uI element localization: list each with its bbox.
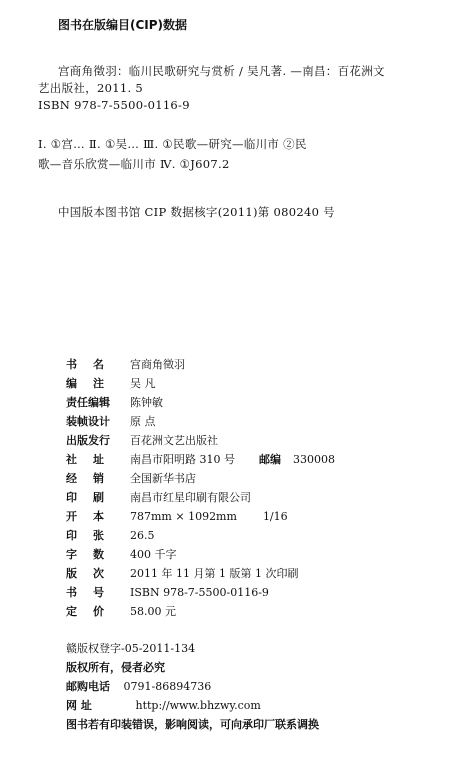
spec-label: 责任编辑 <box>66 396 110 409</box>
web-label: 网 址 <box>66 699 92 712</box>
spec-row-price <box>66 603 176 619</box>
print-error-notice: 图书若有印装错误，影响阅读，可向承印厂联系调换 <box>66 718 319 731</box>
spec-value: 全国新华书店 <box>130 472 196 485</box>
spec-value: ISBN 978-7-5500-0116-9 <box>130 585 269 599</box>
spec-value: 26.5 <box>130 528 155 542</box>
spec-label: 印 张 <box>66 529 104 542</box>
spec-value: 陈钟敏 <box>130 396 163 409</box>
cip-classification-line2: 歌—音乐欣赏—临川市 Ⅳ. ①J607.2 <box>38 157 230 171</box>
website <box>66 697 261 713</box>
spec-value: 58.00 元 <box>130 605 176 618</box>
spec-row-isbn <box>66 584 269 600</box>
phone-label: 邮购电话 <box>66 680 110 693</box>
postcode-value: 330008 <box>293 452 335 466</box>
spec-label: 书 名 <box>66 358 104 371</box>
spec-row-editor <box>66 394 163 410</box>
spec-value: 南昌市阳明路 310 号 <box>130 453 235 466</box>
spec-row-title <box>66 356 185 372</box>
phone-value: 0791-86894736 <box>123 680 212 693</box>
spec-value: 吴 凡 <box>130 377 156 390</box>
postcode-label: 邮编 <box>259 453 281 466</box>
copyright-registration: 赣版权登字-05-2011-134 <box>66 642 196 655</box>
cip-record-number: 中国版本图书馆 CIP 数据核字(2011)第 080240 号 <box>58 205 335 219</box>
spec-value: 2011 年 11 月第 1 版第 1 次印刷 <box>130 567 299 580</box>
mail-order-phone <box>66 678 211 694</box>
spec-label: 定 价 <box>66 605 104 618</box>
spec-row-format <box>66 508 288 524</box>
cip-classification-line1: Ⅰ. ①宫… Ⅱ. ①吴… Ⅲ. ①民歌—研究—临川市 ②民 <box>38 137 307 151</box>
spec-row-distributor <box>66 470 196 486</box>
spec-value: 百花洲文艺出版社 <box>130 434 218 447</box>
spec-label: 装帧设计 <box>66 415 110 428</box>
spec-label: 编 注 <box>66 377 104 390</box>
cip-title-line: 宫商角徵羽：临川民歌研究与赏析 / 吴凡著. —南昌：百花洲文 <box>58 64 385 78</box>
spec-row-edition <box>66 565 298 581</box>
format-fraction: 1/16 <box>262 509 288 523</box>
spec-label: 字 数 <box>66 548 104 561</box>
spec-label: 印 刷 <box>66 491 104 504</box>
spec-value: 原 点 <box>130 415 156 428</box>
spec-row-author <box>66 375 156 391</box>
spec-label: 开 本 <box>66 510 104 523</box>
spec-value: 400 千字 <box>130 548 177 561</box>
spec-row-publisher <box>66 432 218 448</box>
cip-header: 图书在版编目(CIP)数据 <box>58 18 188 32</box>
spec-value: 787mm × 1092mm <box>130 509 237 523</box>
spec-label: 书 号 <box>66 586 104 599</box>
spec-label: 出版发行 <box>66 434 110 447</box>
spec-row-wordcount <box>66 546 177 562</box>
spec-row-printer <box>66 489 251 505</box>
spec-row-design <box>66 413 156 429</box>
spec-value: 宫商角徵羽 <box>130 358 185 371</box>
spec-row-address <box>66 451 335 467</box>
rights-notice: 版权所有，侵者必究 <box>66 661 165 674</box>
spec-row-sheets <box>66 527 155 543</box>
spec-value: 南昌市红星印刷有限公司 <box>130 491 251 504</box>
web-value: http://www.bhzwy.com <box>135 699 261 712</box>
spec-label: 社 址 <box>66 453 104 466</box>
cip-isbn: ISBN 978-7-5500-0116-9 <box>38 98 190 112</box>
cip-publisher-line: 艺出版社，2011. 5 <box>38 81 143 95</box>
spec-label: 经 销 <box>66 472 104 485</box>
spec-label: 版 次 <box>66 567 104 580</box>
